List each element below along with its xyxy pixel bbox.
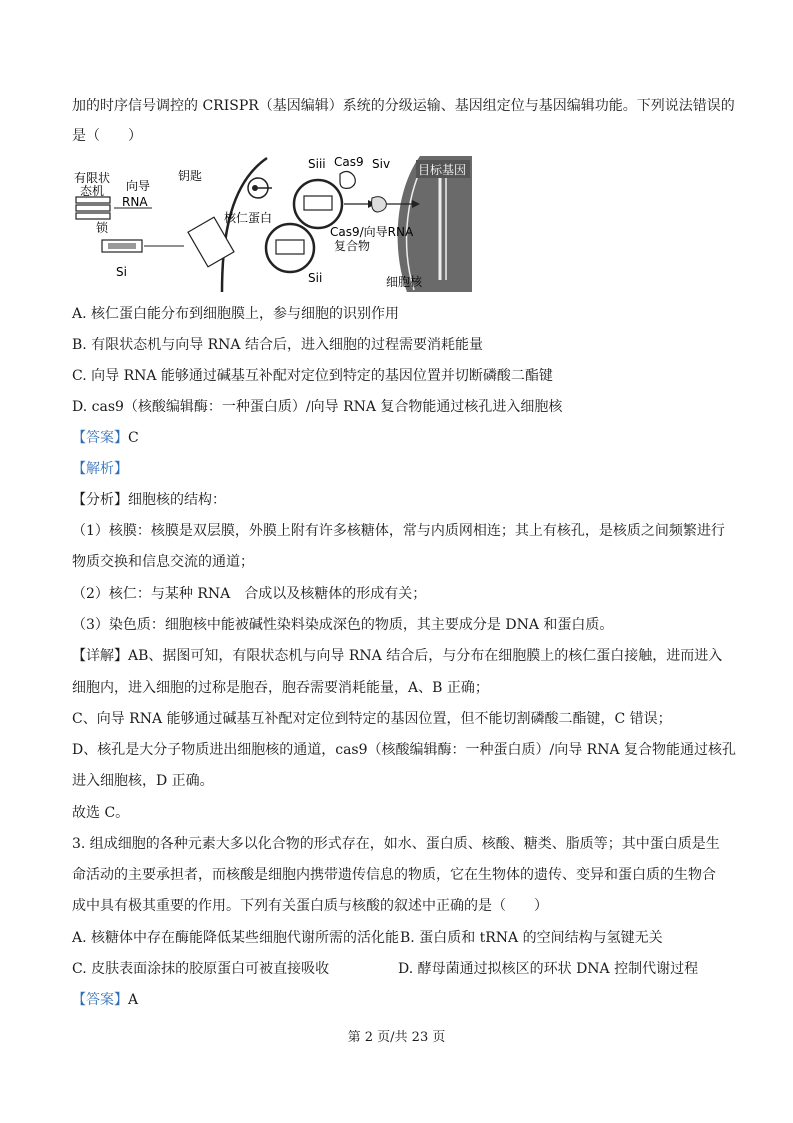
detail-conclusion: 故选 C。: [72, 805, 130, 821]
label-guide-rna-2: RNA: [122, 195, 148, 209]
crispr-transport-diagram: [72, 152, 472, 292]
question-stem-line-1: 加的时序信号调控的 CRISPR（基因编辑）系统的分级运输、基因组定位与基因编辑功能。下列说法错误的: [72, 98, 735, 114]
detail-line-5: 进入细胞核，D 正确。: [72, 773, 214, 789]
q3-answer-value: A: [128, 992, 139, 1008]
detail-head: 【详解】AB、据图可知，有限状态机与向导 RNA 结合后，与分布在细胞膜上的核仁蛋白接触，进而进入: [72, 648, 723, 664]
label-cas9: Cas9: [334, 155, 364, 169]
detail-line-2: 细胞内，进入细胞的过称是胞吞，胞吞需要消耗能量，A、B 正确；: [72, 680, 489, 696]
q3-stem-line-2: 命活动的主要承担者，而核酸是细胞内携带遗传信息的物质，它在生物体的遗传、变异和蛋白质的生物合: [72, 867, 716, 883]
q3-option-a: A. 核糖体中存在酶能降低某些细胞代谢所需的活化能: [72, 930, 400, 946]
analysis-p2: （2）核仁：与某种 RNA 合成以及核糖体的形成有关；: [72, 586, 427, 602]
detail-line-4: D、核孔是大分子物质进出细胞核的通道，cas9（核酸编辑酶：一种蛋白质）/向导 RNA 复合物能通过核孔: [72, 742, 737, 758]
q3-stem-line-1: 3. 组成细胞的各种元素大多以化合物的形式存在，如水、蛋白质、核酸、糖类、脂质等；其中蛋白质是生: [72, 836, 720, 852]
label-sii: Sii: [308, 271, 323, 285]
q3-option-c: C. 皮肤表面涂抹的胶原蛋白可被直接吸收: [72, 961, 330, 977]
answer-line: [72, 428, 139, 448]
label-finite-state: 有限状: [74, 171, 111, 185]
label-complex-1: Cas9/向导RNA: [330, 225, 414, 239]
analysis-p3: （3）染色质：细胞核中能被碱性染料染成深色的物质，其主要成分是 DNA 和蛋白质。: [72, 617, 614, 633]
label-finite-state-2: 态机: [80, 184, 105, 198]
analysis-label: 【解析】: [72, 461, 128, 477]
label-nucleolin: 核仁蛋白: [224, 211, 273, 225]
q3-stem-line-3: 成中具有极其重要的作用。下列有关蛋白质与核酸的叙述中正确的是（ ）: [72, 898, 548, 914]
detail-line-3: C、向导 RNA 能够通过碱基互补配对定位到特定的基因位置，但不能切割磷酸二酯键，C 错误；: [72, 711, 672, 727]
page-footer: 第 2 页/共 23 页: [347, 1030, 446, 1045]
q3-option-b: B. 蛋白质和 tRNA 的空间结构与氢键无关: [400, 930, 663, 946]
option-a: A. 核仁蛋白能分布到细胞膜上，参与细胞的识别作用: [72, 306, 400, 322]
analysis-p1-a: （1）核膜：核膜是双层膜，外膜上附有许多核糖体，常与内质网相连；其上有核孔，是核质之间频繁进行: [72, 523, 725, 539]
label-complex-2: 复合物: [334, 239, 371, 253]
option-d: D. cas9（核酸编辑酶：一种蛋白质）/向导 RNA 复合物能通过核孔进入细胞核: [72, 399, 563, 415]
analysis-p1-b: 物质交换和信息交流的通道；: [72, 554, 254, 570]
label-si: Si: [116, 265, 127, 279]
analysis-head: 【分析】细胞核的结构：: [72, 492, 226, 508]
label-guide-rna: 向导: [126, 179, 151, 193]
cas9-shape: [340, 171, 355, 188]
label-key: 钥匙: [178, 169, 203, 183]
answer-label: 【答案】: [72, 430, 128, 446]
option-c: C. 向导 RNA 能够通过碱基互补配对定位到特定的基因位置并切断磷酸二酯键: [72, 368, 553, 384]
question-stem-line-2: 是（ ）: [72, 128, 142, 144]
label-nucleus: 细胞核: [386, 275, 423, 289]
q3-option-d: D. 酵母菌通过拟核区的环状 DNA 控制代谢过程: [398, 961, 699, 977]
option-b: B. 有限状态机与向导 RNA 结合后，进入细胞的过程需要消耗能量: [72, 337, 483, 353]
label-siv: Siv: [372, 157, 391, 171]
label-target-gene: 目标基因: [418, 163, 467, 177]
answer-value: C: [128, 430, 139, 446]
q3-answer-line: [72, 990, 138, 1010]
label-lock: 锁: [96, 221, 109, 235]
cas9-complex-shape: [372, 197, 387, 212]
label-siii: Siii: [308, 157, 326, 171]
q3-answer-label: 【答案】: [72, 992, 128, 1008]
